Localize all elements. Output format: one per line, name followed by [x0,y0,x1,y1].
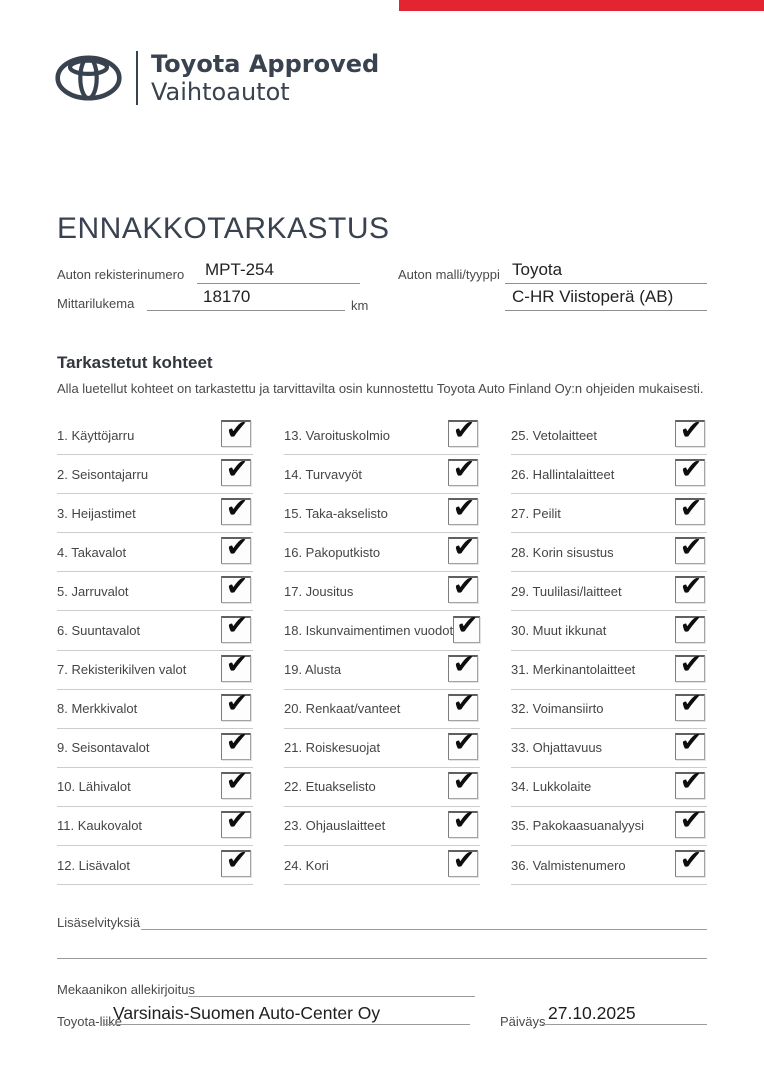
check-mark-icon: ✔ [225,531,249,563]
checklist-item-label: 34. Lukkolaite [511,779,592,795]
checklist-checkbox[interactable] [221,610,251,643]
check-mark-icon: ✔ [452,727,476,759]
checklist-checkbox[interactable] [448,414,478,447]
checklist-item [57,572,253,611]
check-mark-icon: ✔ [679,688,703,720]
check-mark-icon: ✔ [452,844,476,876]
checklist-checkbox[interactable] [221,649,251,682]
checklist-column-1 [57,416,253,885]
checklist-checkbox[interactable] [448,727,478,760]
check-mark-icon: ✔ [225,492,249,524]
checklist-checkbox[interactable] [221,805,251,838]
checklist-checkbox[interactable] [675,766,705,799]
checklist-checkbox[interactable] [675,805,705,838]
checklist-item [284,416,480,455]
checklist-checkbox[interactable] [221,766,251,799]
notes-line-1[interactable] [141,929,707,930]
checklist-grid [57,416,707,885]
odometer-value: 18170 [203,287,251,306]
checklist-checkbox[interactable] [221,492,251,525]
checklist-item-label: 35. Pakokaasuanalyysi [511,818,644,834]
check-mark-icon: ✔ [225,453,249,485]
dealer-line[interactable] [103,1024,470,1025]
checklist-item-label: 3. Heijastimet [57,505,136,521]
checklist-item-label: 11. Kaukovalot [57,818,143,834]
check-mark-icon: ✔ [679,453,703,485]
checklist-item-label: 20. Renkaat/vanteet [284,701,401,717]
checklist-item-label: 19. Alusta [284,662,342,678]
checklist-item-label: 33. Ohjattavuus [511,740,603,756]
check-mark-icon: ✔ [225,688,249,720]
check-mark-icon: ✔ [679,610,703,642]
check-mark-icon: ✔ [679,805,703,837]
check-mark-icon: ✔ [456,610,479,642]
checklist-checkbox[interactable] [453,610,480,643]
checklist-checkbox[interactable] [675,688,705,721]
brand-text [151,50,379,106]
checklist-checkbox[interactable] [675,531,705,564]
checklist-checkbox[interactable] [675,453,705,486]
checklist-checkbox[interactable] [448,766,478,799]
dealer-label: Toyota-liike [57,1014,123,1029]
checklist-item [284,572,480,611]
checklist-checkbox[interactable] [675,649,705,682]
checklist-item [57,690,253,729]
checklist-item-label: 36. Valmistenumero [511,857,626,873]
checklist-checkbox[interactable] [448,844,478,877]
date-label: Päiväys [500,1014,546,1029]
notes-label: Lisäselvityksiä [57,915,141,930]
model-field-line2[interactable] [505,285,707,311]
page-title: ENNAKKOTARKASTUS [57,212,390,245]
checklist-checkbox[interactable] [675,727,705,760]
checklist-item [511,533,707,572]
check-mark-icon: ✔ [679,414,703,446]
checklist-item-label: 1. Käyttöjarru [57,427,135,443]
checklist-item [57,494,253,533]
brand-divider [136,51,138,105]
checklist-item [57,729,253,768]
mechanic-signature-label: Mekaanikon allekirjoitus [57,982,196,997]
check-mark-icon: ✔ [452,805,476,837]
date-value: 27.10.2025 [548,1003,636,1023]
checklist-column-3 [511,416,707,885]
checklist-checkbox[interactable] [221,414,251,447]
checklist-item-label: 18. Iskunvaimentimen vuodot [284,623,454,639]
checklist-item [511,807,707,846]
check-mark-icon: ✔ [679,492,703,524]
check-mark-icon: ✔ [679,531,703,563]
checklist-item [284,846,480,885]
brand-title: Toyota Approved [151,50,380,78]
checklist-item-label: 28. Korin sisustus [511,544,614,560]
checklist-checkbox[interactable] [448,492,478,525]
checklist-item-label: 32. Voimansiirto [511,701,604,717]
checklist-checkbox[interactable] [448,805,478,838]
checklist-item [57,768,253,807]
check-mark-icon: ✔ [452,531,476,563]
checklist-item-label: 16. Pakoputkisto [284,544,381,560]
checklist-item-label: 2. Seisontajarru [57,466,149,482]
checklist-item [284,729,480,768]
checklist-item [511,846,707,885]
checklist-checkbox[interactable] [675,414,705,447]
checklist-item [284,455,480,494]
check-mark-icon: ✔ [225,727,249,759]
odometer-label: Mittarilukema [57,296,135,311]
check-mark-icon: ✔ [225,414,249,446]
check-mark-icon: ✔ [225,805,249,837]
check-mark-icon: ✔ [225,649,249,681]
date-line[interactable] [542,1024,707,1025]
checklist-checkbox[interactable] [448,570,478,603]
checklist-item-label: 23. Ohjauslaitteet [284,818,386,834]
checklist-item [511,572,707,611]
checklist-checkbox[interactable] [675,492,705,525]
checklist-item [57,846,253,885]
brand-header [55,50,379,106]
check-mark-icon: ✔ [452,649,476,681]
check-mark-icon: ✔ [452,414,476,446]
checklist-checkbox[interactable] [221,844,251,877]
checklist-item-label: 7. Rekisterikilven valot [57,662,187,678]
checklist-item-label: 17. Jousitus [284,583,354,599]
checklist-item-label: 6. Suuntavalot [57,623,141,639]
check-mark-icon: ✔ [452,688,476,720]
checklist-item-label: 4. Takavalot [57,544,127,560]
checklist-item-label: 25. Vetolaitteet [511,427,598,443]
checklist-item-label: 31. Merkinantolaitteet [511,662,636,678]
brand-subtitle: Vaihtoautot [151,78,290,106]
check-mark-icon: ✔ [225,610,249,642]
checklist-item [284,768,480,807]
checklist-item-label: 13. Varoituskolmio [284,427,390,443]
checklist-checkbox[interactable] [221,531,251,564]
registration-value: MPT-254 [205,260,274,279]
checklist-item-label: 14. Turvavyöt [284,466,363,482]
section-description: Alla luetellut kohteet on tarkastettu ja tarvittavilta osin kunnostettu Toyota Auto Finland Oy:n ohjeiden mukaisesti. [57,381,704,396]
section-heading: Tarkastetut kohteet [57,353,213,372]
brand-red-bar [399,0,764,11]
checklist-item-label: 26. Hallintalaitteet [511,466,615,482]
checklist-checkbox[interactable] [448,453,478,486]
model-field-line1[interactable] [505,258,707,284]
checklist-item [511,611,707,650]
checklist-item [57,455,253,494]
checklist-item [284,494,480,533]
checklist-item [511,651,707,690]
check-mark-icon: ✔ [225,844,249,876]
checklist-item-label: 24. Kori [284,857,329,873]
checklist-item-label: 21. Roiskesuojat [284,740,381,756]
odometer-unit: km [351,298,369,313]
model-value-line2: C-HR Viistoperä (AB) [512,287,674,306]
checklist-item [511,768,707,807]
checklist-checkbox[interactable] [448,688,478,721]
checklist-column-2 [284,416,480,885]
mechanic-signature-line[interactable] [188,996,475,997]
checklist-item-label: 12. Lisävalot [57,857,130,873]
toyota-logo-icon [55,55,122,101]
checklist-item [57,533,253,572]
checklist-item-label: 8. Merkkivalot [57,701,138,717]
check-mark-icon: ✔ [452,492,476,524]
checklist-item-label: 30. Muut ikkunat [511,623,607,639]
checklist-checkbox[interactable] [221,453,251,486]
checklist-item [57,651,253,690]
checklist-item [284,807,480,846]
checklist-item-label: 10. Lähivalot [57,779,131,795]
checklist-item-label: 27. Peilit [511,505,561,521]
check-mark-icon: ✔ [225,570,249,602]
model-label: Auton malli/tyyppi [398,267,500,282]
checklist-item [511,690,707,729]
check-mark-icon: ✔ [679,649,703,681]
checklist-checkbox[interactable] [448,649,478,682]
checklist-item-label: 29. Tuulilasi/laitteet [511,583,622,599]
checklist-item [284,611,480,650]
checklist-checkbox[interactable] [448,531,478,564]
checklist-item [511,729,707,768]
checklist-item [57,611,253,650]
checklist-item-label: 5. Jarruvalot [57,583,129,599]
check-mark-icon: ✔ [225,766,249,798]
checklist-item [511,416,707,455]
check-mark-icon: ✔ [452,570,476,602]
notes-line-2[interactable] [57,958,707,959]
check-mark-icon: ✔ [452,453,476,485]
model-value-line1: Toyota [512,260,563,279]
odometer-field[interactable] [147,285,345,311]
checklist-checkbox[interactable] [675,610,705,643]
checklist-item [511,455,707,494]
checklist-item-label: 9. Seisontavalot [57,740,150,756]
checklist-item [511,494,707,533]
checklist-item [284,533,480,572]
checklist-item [284,651,480,690]
registration-label: Auton rekisterinumero [57,267,185,282]
checklist-checkbox[interactable] [221,688,251,721]
registration-field[interactable] [197,258,360,284]
check-mark-icon: ✔ [679,727,703,759]
checklist-item [57,807,253,846]
checklist-item-label: 22. Etuakselisto [284,779,376,795]
checklist-checkbox[interactable] [221,570,251,603]
checklist-checkbox[interactable] [675,570,705,603]
checklist-item [284,690,480,729]
check-mark-icon: ✔ [679,844,703,876]
checklist-item-label: 15. Taka-akselisto [284,505,388,521]
check-mark-icon: ✔ [679,766,703,798]
check-mark-icon: ✔ [679,570,703,602]
checklist-checkbox[interactable] [221,727,251,760]
check-mark-icon: ✔ [452,766,476,798]
checklist-item [57,416,253,455]
checklist-checkbox[interactable] [675,844,705,877]
dealer-value: Varsinais-Suomen Auto-Center Oy [113,1003,381,1023]
